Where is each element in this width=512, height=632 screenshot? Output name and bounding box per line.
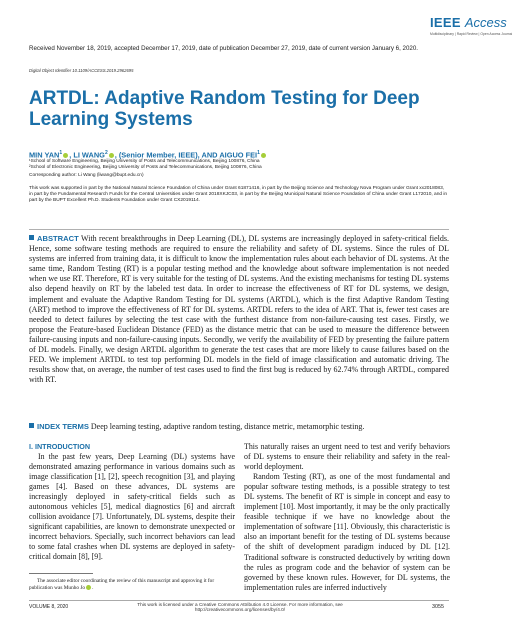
footnote [29,578,235,592]
affiliations [29,159,449,171]
author-name: MIN YAN [29,150,60,160]
section-heading: I. INTRODUCTION [29,442,91,451]
journal-brand: IEEE [430,15,461,30]
intro-paragraph: This naturally raises an urgent need to test and verify behaviors of DL systems to ensure their reliability and safety in the real-world deployment. [244,442,450,472]
right-column [244,442,450,593]
journal-logo [430,14,512,36]
affiliation-line: ¹School of Software Engineering, Beijing University of Posts and Telecommunications, Beijing 100876, China [29,159,260,164]
author-membership: , (Senior Member, IEEE), AND [114,150,218,160]
footnote-text: The associate editor coordinating the review of this manuscript and approving it for publication was Munho Jo [29,578,215,592]
orcid-icon[interactable] [63,153,68,158]
corresponding-author: Corresponding author: Li Wang (liwang@bupt.edu.cn) [29,173,144,178]
footer-divider [29,600,449,601]
square-bullet-icon [29,423,34,428]
volume-info: VOLUME 8, 2020 [29,604,69,610]
license-notice[interactable]: This work is licensed under a Creative Commons Attribution 4.0 License. For more information, see http://creativecommons.org/licenses/by/4.0/ [137,602,343,612]
abstract [29,234,449,385]
doi[interactable]: Digital Object Identifier 10.1109/ACCESS.2019.2962695 [29,68,134,73]
journal-tagline: Multidisciplinary | Rapid Review | Open Access Journal [430,32,512,36]
funding-note: This work was supported in part by the National Natural Science Foundation of China under Grant 61871416, in part by the Beijing Science and Technology Nova Program under Grant xx2018083, in part by the Fundamental Research Funds for the Central Universities under Grant 2018XKJC03, in part by the Beijing Municipal Natural Science Foundation of China under Grant L172010, and in part by the BUPT Excellent Ph.D. Students Foundation under Grant CX2019114. [29,186,448,203]
journal-name: Access [464,15,507,30]
orcid-icon[interactable] [261,153,266,158]
index-terms-text: Deep learning testing, adaptive random testing, distance metric, metamorphic testing. [90,422,365,431]
intro-paragraph: Random Testing (RT), as one of the most fundamental and popular software testing methods, is a possible strategy to test DL systems. The benefit of RT is simple in concept and easy to implement [10]. Most importantly, it may be the only practically feasible technique if we have no knowledge about the implementation of software [11]. Obviously, this characteristic is also an important benefit for the testing of DL systems because of the shift of development paradigm induced by DL [12]. Traditional software is constructed deductively by writing down the rules as program code and the behavior of system can be governed by these known rules. However, for DL systems, the implementation rules are inferred inductively [244,472,450,592]
author-affiliation-mark: 2 [104,150,108,156]
orcid-icon[interactable] [109,153,114,158]
index-terms [29,422,449,432]
author-name: LI WANG [73,150,105,160]
author-name: AIGUO FEI [219,150,258,160]
footnote-divider [29,573,93,574]
square-bullet-icon [29,235,34,240]
index-terms-heading: INDEX TERMS [37,422,89,431]
page-number: 3055 [432,604,444,610]
abstract-heading: ABSTRACT [37,234,79,243]
publication-dates: Received November 18, 2019, accepted December 17, 2019, date of publication December 27, 2019, date of current version January 6, 2020. [29,45,419,52]
orcid-icon[interactable] [86,585,94,592]
paper-title: ARTDL: Adaptive Random Testing for Deep Learning Systems [29,88,420,130]
abstract-text: With recent breakthroughs in Deep Learning (DL), DL systems are increasingly deployed in safety-critical fields. Hence, some software testing methods are required to ensure the reliability and safety of DL systems. Since the rules of DL systems are inferred from training data, it is difficult to know the implementation rules about each behavior of DL systems. At the same time, Random Testing (RT) is a popular testing method and the knowledge about software implementation is not needed when we use RT. Therefore, RT is very suitable for the testing of DL systems. And the existing mechanisms for testing DL systems also depend heavily on RT by the labeled test data. In order to increase the effectiveness of RT for DL systems, we design, implement and evaluate the Adaptive Random Testing for DL systems (ARTDL), which is the first Adaptive Random Testing (ART) method to improve the effectiveness of RT for DL systems. ARTDL refers to the idea of ART. That is, fewer test cases are needed to detect failures by selecting the test case with the furthest distance from non-failure-causing test cases. Firstly, we propose the Feature-based Euclidean Distance (FED) as the distance metric that can be used to measure the difference between failure-causing inputs and non-failure-causing inputs. Secondly, we verify the availability of FED by presenting the failure pattern of DL models. Finally, we design ARTDL algorithm to generate the test cases that are more likely to cause failures based on the FED. We implement ARTDL to test top performing DL models in the field of image classification and automatic driving. The results show that, on average, the number of test cases used to find the first bug is reduced by 62.74% through ARTDL, compared with RT. [29,234,450,385]
left-column [29,442,235,563]
divider [29,229,449,230]
footnote-period: . [92,585,94,592]
author-affiliation-mark: 1 [59,150,63,156]
affiliation-line: ²School of Electronic Engineering, Beijing University of Posts and Telecommunications, Beijing 100876, China [29,165,262,170]
intro-paragraph: In the past few years, Deep Learning (DL) systems have demonstrated amazing performance in various domains such as image classification [1], [2], speech recognition [3], and playing games [4]. Based on these advances, DL systems are increasingly deployed in safety-critical fields such as autonomous vehicles [5], medical diagnostics [6] and aircraft collision avoidance [7]. Unfortunately, DL systems, despite their significant capabilities, are known to demonstrate unexpected or incorrect behaviors. Specially, such incorrect behaviors can lead to some fatal crashes when DL systems are deployed in safety-critical domain [8], [9]. [29,452,235,562]
author-affiliation-mark: 1 [257,150,260,156]
author-separator: , [69,150,72,160]
